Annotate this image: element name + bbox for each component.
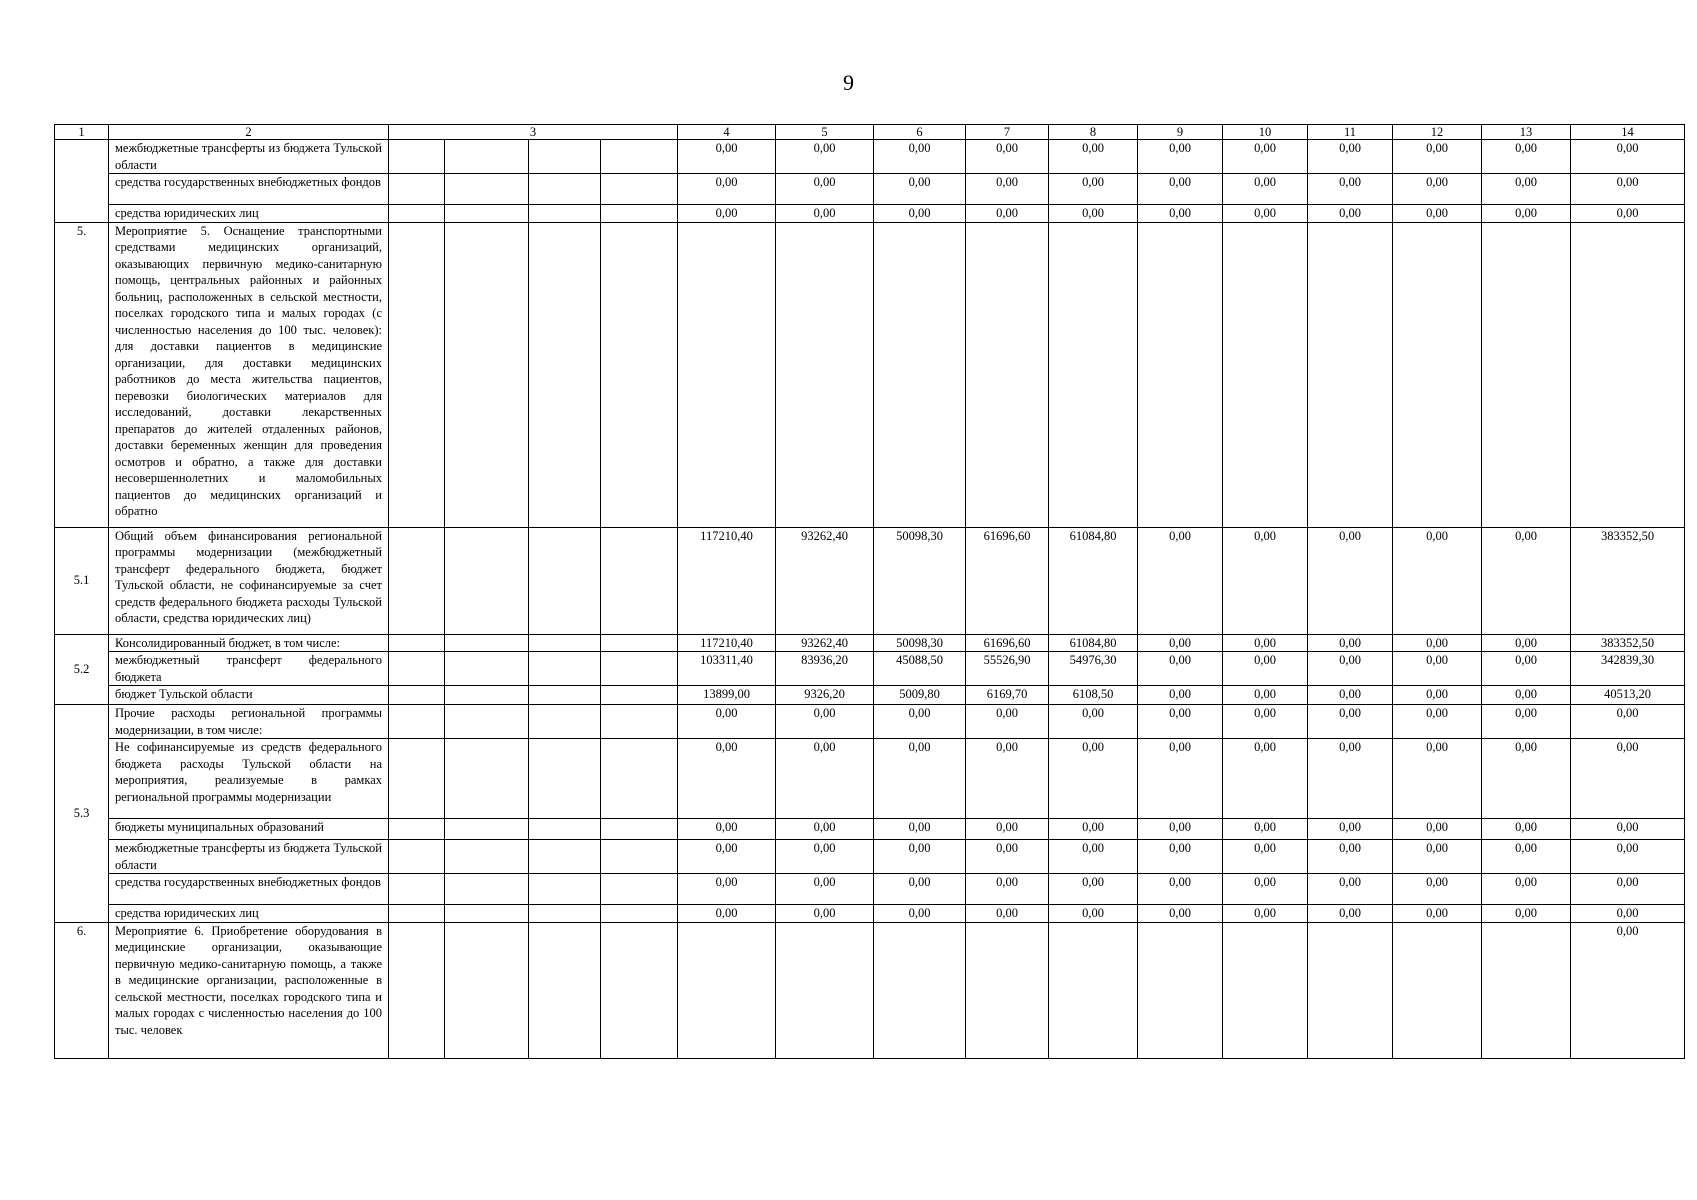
value-cell: 0,00 <box>1049 905 1138 923</box>
value-cell <box>776 222 874 527</box>
empty-cell <box>445 140 529 174</box>
value-cell: 0,00 <box>966 840 1049 874</box>
value-cell: 0,00 <box>1571 205 1685 223</box>
value-cell: 0,00 <box>874 739 966 819</box>
value-cell: 0,00 <box>1571 819 1685 840</box>
empty-cell <box>445 174 529 205</box>
empty-cell <box>529 140 601 174</box>
column-header: 10 <box>1223 125 1308 140</box>
table-row <box>55 174 1685 205</box>
value-cell: 0,00 <box>1393 205 1482 223</box>
empty-cell <box>389 705 445 739</box>
empty-cell <box>601 205 678 223</box>
value-cell: 0,00 <box>1308 840 1393 874</box>
value-cell: 0,00 <box>1138 874 1223 905</box>
value-cell: 0,00 <box>678 705 776 739</box>
value-cell: 0,00 <box>678 905 776 923</box>
value-cell: 0,00 <box>776 819 874 840</box>
value-cell: 93262,40 <box>776 527 874 634</box>
value-cell: 0,00 <box>1308 174 1393 205</box>
value-cell: 0,00 <box>1393 905 1482 923</box>
row-description: Не софинансируемые из средств федерального бюджета расходы Тульской области на мероприятия, реализуемые в рамках региональной программы модернизации <box>109 739 389 819</box>
value-cell: 0,00 <box>1308 205 1393 223</box>
column-header: 2 <box>109 125 389 140</box>
value-cell: 40513,20 <box>1571 686 1685 705</box>
value-cell <box>1482 922 1571 1058</box>
value-cell: 0,00 <box>1571 905 1685 923</box>
value-cell: 0,00 <box>776 174 874 205</box>
value-cell: 0,00 <box>966 140 1049 174</box>
value-cell: 5009,80 <box>874 686 966 705</box>
value-cell: 0,00 <box>1049 705 1138 739</box>
value-cell <box>1308 922 1393 1058</box>
empty-cell <box>445 874 529 905</box>
row-description: межбюджетные трансферты из бюджета Тульской области <box>109 840 389 874</box>
row-description: средства государственных внебюджетных фондов <box>109 874 389 905</box>
value-cell <box>1223 922 1308 1058</box>
value-cell: 0,00 <box>678 739 776 819</box>
value-cell: 0,00 <box>966 205 1049 223</box>
value-cell: 0,00 <box>1482 874 1571 905</box>
value-cell: 0,00 <box>1482 686 1571 705</box>
empty-cell <box>529 686 601 705</box>
value-cell: 0,00 <box>1308 874 1393 905</box>
value-cell: 0,00 <box>1138 686 1223 705</box>
table-row <box>55 874 1685 905</box>
value-cell: 0,00 <box>776 205 874 223</box>
empty-cell <box>445 686 529 705</box>
value-cell: 383352,50 <box>1571 527 1685 634</box>
empty-cell <box>389 634 445 652</box>
value-cell: 0,00 <box>1308 140 1393 174</box>
row-number <box>55 140 109 223</box>
table-row <box>55 634 1685 652</box>
row-description: межбюджетный трансферт федерального бюджета <box>109 652 389 686</box>
empty-cell <box>601 686 678 705</box>
value-cell: 0,00 <box>1138 634 1223 652</box>
value-cell: 0,00 <box>1223 686 1308 705</box>
value-cell: 0,00 <box>1393 840 1482 874</box>
table-row <box>55 739 1685 819</box>
value-cell: 0,00 <box>1049 819 1138 840</box>
value-cell: 0,00 <box>1393 140 1482 174</box>
column-header: 1 <box>55 125 109 140</box>
table-row <box>55 905 1685 923</box>
value-cell: 83936,20 <box>776 652 874 686</box>
value-cell: 0,00 <box>1482 205 1571 223</box>
row-description: бюджеты муниципальных образований <box>109 819 389 840</box>
value-cell: 0,00 <box>1393 652 1482 686</box>
column-header: 13 <box>1482 125 1571 140</box>
value-cell: 0,00 <box>678 205 776 223</box>
value-cell: 0,00 <box>1393 686 1482 705</box>
value-cell <box>966 922 1049 1058</box>
value-cell: 0,00 <box>1049 140 1138 174</box>
empty-cell <box>601 174 678 205</box>
value-cell: 0,00 <box>1223 140 1308 174</box>
value-cell: 0,00 <box>678 174 776 205</box>
value-cell: 0,00 <box>874 819 966 840</box>
empty-cell <box>529 634 601 652</box>
value-cell <box>1138 222 1223 527</box>
value-cell: 0,00 <box>1049 174 1138 205</box>
value-cell: 0,00 <box>1049 874 1138 905</box>
value-cell: 0,00 <box>776 874 874 905</box>
empty-cell <box>529 840 601 874</box>
value-cell: 0,00 <box>678 819 776 840</box>
empty-cell <box>389 874 445 905</box>
value-cell: 0,00 <box>776 705 874 739</box>
table-row <box>55 819 1685 840</box>
value-cell: 0,00 <box>1308 634 1393 652</box>
row-description: средства юридических лиц <box>109 905 389 923</box>
empty-cell <box>445 705 529 739</box>
value-cell: 0,00 <box>1138 840 1223 874</box>
empty-cell <box>445 205 529 223</box>
value-cell: 13899,00 <box>678 686 776 705</box>
empty-cell <box>389 905 445 923</box>
value-cell: 383352,50 <box>1571 634 1685 652</box>
value-cell: 0,00 <box>1223 874 1308 905</box>
value-cell: 0,00 <box>1308 739 1393 819</box>
value-cell: 61696,60 <box>966 634 1049 652</box>
value-cell: 50098,30 <box>874 527 966 634</box>
value-cell: 0,00 <box>1482 527 1571 634</box>
value-cell: 0,00 <box>874 905 966 923</box>
value-cell: 0,00 <box>1138 705 1223 739</box>
value-cell: 0,00 <box>966 739 1049 819</box>
value-cell: 0,00 <box>1138 205 1223 223</box>
value-cell <box>678 922 776 1058</box>
column-number-row <box>55 125 1685 140</box>
value-cell <box>874 922 966 1058</box>
empty-cell <box>601 652 678 686</box>
empty-cell <box>601 922 678 1058</box>
value-cell: 0,00 <box>874 140 966 174</box>
empty-cell <box>389 739 445 819</box>
row-description: бюджет Тульской области <box>109 686 389 705</box>
value-cell: 0,00 <box>1138 739 1223 819</box>
value-cell: 0,00 <box>1571 140 1685 174</box>
value-cell: 0,00 <box>1138 527 1223 634</box>
row-description: Мероприятие 6. Приобретение оборудования в медицинские организации, оказывающие первичную медико-санитарную помощь, а также в медицинские организации, расположенные в сельской местности, поселках городского типа и малых городах с численностью населения до 100 тыс. человек <box>109 922 389 1058</box>
value-cell: 6169,70 <box>966 686 1049 705</box>
value-cell: 0,00 <box>1393 874 1482 905</box>
empty-cell <box>601 634 678 652</box>
value-cell: 0,00 <box>678 840 776 874</box>
value-cell: 0,00 <box>1482 705 1571 739</box>
financing-table <box>54 124 1685 1059</box>
value-cell: 0,00 <box>1571 874 1685 905</box>
column-header: 3 <box>389 125 678 140</box>
value-cell: 0,00 <box>1571 840 1685 874</box>
empty-cell <box>389 205 445 223</box>
value-cell: 0,00 <box>1223 705 1308 739</box>
value-cell: 0,00 <box>776 739 874 819</box>
empty-cell <box>445 652 529 686</box>
column-header: 14 <box>1571 125 1685 140</box>
value-cell <box>1482 222 1571 527</box>
value-cell: 0,00 <box>1138 819 1223 840</box>
empty-cell <box>389 922 445 1058</box>
row-number: 5. <box>55 222 109 527</box>
value-cell: 0,00 <box>966 874 1049 905</box>
table-row <box>55 205 1685 223</box>
value-cell <box>1138 922 1223 1058</box>
page-number: 9 <box>843 70 854 95</box>
empty-cell <box>445 922 529 1058</box>
empty-cell <box>601 739 678 819</box>
column-header: 5 <box>776 125 874 140</box>
value-cell: 0,00 <box>966 705 1049 739</box>
empty-cell <box>601 819 678 840</box>
row-description: межбюджетные трансферты из бюджета Тульской области <box>109 140 389 174</box>
value-cell: 0,00 <box>1393 634 1482 652</box>
value-cell: 0,00 <box>1138 652 1223 686</box>
table-row <box>55 840 1685 874</box>
row-description: Консолидированный бюджет, в том числе: <box>109 634 389 652</box>
value-cell <box>1049 222 1138 527</box>
value-cell: 0,00 <box>874 705 966 739</box>
table-row <box>55 140 1685 174</box>
empty-cell <box>529 874 601 905</box>
empty-cell <box>601 222 678 527</box>
table-row <box>55 686 1685 705</box>
column-header: 4 <box>678 125 776 140</box>
value-cell: 0,00 <box>1571 922 1685 1058</box>
empty-cell <box>445 634 529 652</box>
table-row <box>55 222 1685 527</box>
value-cell <box>1571 222 1685 527</box>
empty-cell <box>529 922 601 1058</box>
empty-cell <box>389 140 445 174</box>
value-cell <box>1393 922 1482 1058</box>
empty-cell <box>529 819 601 840</box>
row-description: Прочие расходы региональной программы модернизации, в том числе: <box>109 705 389 739</box>
column-header: 8 <box>1049 125 1138 140</box>
value-cell: 0,00 <box>1223 205 1308 223</box>
value-cell: 0,00 <box>1571 739 1685 819</box>
value-cell: 0,00 <box>776 140 874 174</box>
value-cell: 0,00 <box>1571 705 1685 739</box>
value-cell: 103311,40 <box>678 652 776 686</box>
value-cell: 0,00 <box>1138 140 1223 174</box>
value-cell: 45088,50 <box>874 652 966 686</box>
value-cell: 0,00 <box>1308 686 1393 705</box>
empty-cell <box>529 174 601 205</box>
row-description: Общий объем финансирования региональной программы модернизации (межбюджетный трансферт федерального бюджета, бюджет Тульской области, не софинансируемые за счет средств федерального бюджета расходы Тульской области, средства юридических лиц) <box>109 527 389 634</box>
value-cell: 0,00 <box>966 174 1049 205</box>
empty-cell <box>601 140 678 174</box>
row-number: 5.2 <box>55 634 109 705</box>
empty-cell <box>601 527 678 634</box>
value-cell: 0,00 <box>1571 174 1685 205</box>
empty-cell <box>601 840 678 874</box>
empty-cell <box>529 652 601 686</box>
value-cell: 0,00 <box>966 819 1049 840</box>
value-cell: 0,00 <box>1308 652 1393 686</box>
value-cell: 0,00 <box>1223 634 1308 652</box>
value-cell: 0,00 <box>1482 140 1571 174</box>
empty-cell <box>601 874 678 905</box>
value-cell: 0,00 <box>1393 705 1482 739</box>
value-cell <box>1308 222 1393 527</box>
value-cell: 0,00 <box>1393 819 1482 840</box>
empty-cell <box>601 705 678 739</box>
value-cell: 0,00 <box>1393 174 1482 205</box>
table-row <box>55 527 1685 634</box>
value-cell: 0,00 <box>1482 634 1571 652</box>
value-cell: 0,00 <box>1049 840 1138 874</box>
row-number: 6. <box>55 922 109 1058</box>
value-cell: 117210,40 <box>678 527 776 634</box>
value-cell: 0,00 <box>1223 174 1308 205</box>
value-cell: 117210,40 <box>678 634 776 652</box>
table-row <box>55 922 1685 1058</box>
value-cell: 0,00 <box>1482 905 1571 923</box>
column-header: 7 <box>966 125 1049 140</box>
value-cell <box>874 222 966 527</box>
value-cell: 9326,20 <box>776 686 874 705</box>
value-cell: 0,00 <box>1049 739 1138 819</box>
value-cell: 0,00 <box>1223 652 1308 686</box>
value-cell <box>776 922 874 1058</box>
empty-cell <box>445 905 529 923</box>
value-cell: 0,00 <box>1393 739 1482 819</box>
value-cell: 0,00 <box>1223 739 1308 819</box>
value-cell: 0,00 <box>1223 527 1308 634</box>
value-cell: 0,00 <box>1223 840 1308 874</box>
empty-cell <box>529 739 601 819</box>
value-cell: 0,00 <box>966 905 1049 923</box>
value-cell: 0,00 <box>1482 739 1571 819</box>
value-cell: 0,00 <box>874 840 966 874</box>
value-cell: 6108,50 <box>1049 686 1138 705</box>
value-cell: 61084,80 <box>1049 634 1138 652</box>
empty-cell <box>529 222 601 527</box>
value-cell: 0,00 <box>678 140 776 174</box>
empty-cell <box>601 905 678 923</box>
row-description: средства государственных внебюджетных фондов <box>109 174 389 205</box>
empty-cell <box>389 686 445 705</box>
value-cell: 0,00 <box>1308 819 1393 840</box>
value-cell: 61696,60 <box>966 527 1049 634</box>
column-header: 9 <box>1138 125 1223 140</box>
empty-cell <box>529 527 601 634</box>
value-cell: 0,00 <box>1308 705 1393 739</box>
column-header: 11 <box>1308 125 1393 140</box>
empty-cell <box>389 819 445 840</box>
empty-cell <box>445 527 529 634</box>
value-cell: 0,00 <box>1138 174 1223 205</box>
value-cell: 0,00 <box>1482 652 1571 686</box>
empty-cell <box>389 840 445 874</box>
value-cell: 50098,30 <box>874 634 966 652</box>
value-cell: 54976,30 <box>1049 652 1138 686</box>
value-cell <box>1223 222 1308 527</box>
empty-cell <box>529 205 601 223</box>
value-cell: 0,00 <box>1308 527 1393 634</box>
value-cell: 0,00 <box>874 874 966 905</box>
value-cell: 0,00 <box>1223 905 1308 923</box>
table-row <box>55 652 1685 686</box>
value-cell: 0,00 <box>874 205 966 223</box>
value-cell: 0,00 <box>776 840 874 874</box>
empty-cell <box>389 527 445 634</box>
empty-cell <box>389 652 445 686</box>
value-cell <box>1049 922 1138 1058</box>
value-cell <box>966 222 1049 527</box>
empty-cell <box>389 174 445 205</box>
empty-cell <box>445 222 529 527</box>
row-number: 5.3 <box>55 705 109 923</box>
value-cell: 0,00 <box>1308 905 1393 923</box>
row-description: Мероприятие 5. Оснащение транспортными средствами медицинских организаций, оказывающих первичную медико-санитарную помощь, центральных районных и районных больниц, расположенных в сельской местности, поселках городского типа и малых городах (с численностью населения до 100 тыс. человек): для доставки пациентов в медицинские организации, для доставки медицинских работников до места жительства пациентов, перевозки биологических материалов для исследований, доставки лекарственных препаратов до жителей отдаленных районов, доставки беременных женщин для проведения осмотров и обратно, а также для доставки несовершеннолетних и маломобильных пациентов до медицинских организаций и обратно <box>109 222 389 527</box>
empty-cell <box>529 905 601 923</box>
empty-cell <box>445 739 529 819</box>
value-cell: 0,00 <box>1482 819 1571 840</box>
empty-cell <box>389 222 445 527</box>
value-cell: 93262,40 <box>776 634 874 652</box>
column-header: 6 <box>874 125 966 140</box>
value-cell: 55526,90 <box>966 652 1049 686</box>
value-cell: 0,00 <box>678 874 776 905</box>
value-cell: 0,00 <box>1049 205 1138 223</box>
column-header: 12 <box>1393 125 1482 140</box>
row-description: средства юридических лиц <box>109 205 389 223</box>
empty-cell <box>445 819 529 840</box>
value-cell: 0,00 <box>1393 527 1482 634</box>
value-cell <box>1393 222 1482 527</box>
value-cell: 0,00 <box>1223 819 1308 840</box>
empty-cell <box>445 840 529 874</box>
value-cell: 0,00 <box>874 174 966 205</box>
value-cell: 0,00 <box>776 905 874 923</box>
value-cell: 61084,80 <box>1049 527 1138 634</box>
value-cell: 0,00 <box>1138 905 1223 923</box>
table-row <box>55 705 1685 739</box>
row-number: 5.1 <box>55 527 109 634</box>
value-cell: 0,00 <box>1482 174 1571 205</box>
value-cell <box>678 222 776 527</box>
empty-cell <box>529 705 601 739</box>
value-cell: 0,00 <box>1482 840 1571 874</box>
value-cell: 342839,30 <box>1571 652 1685 686</box>
